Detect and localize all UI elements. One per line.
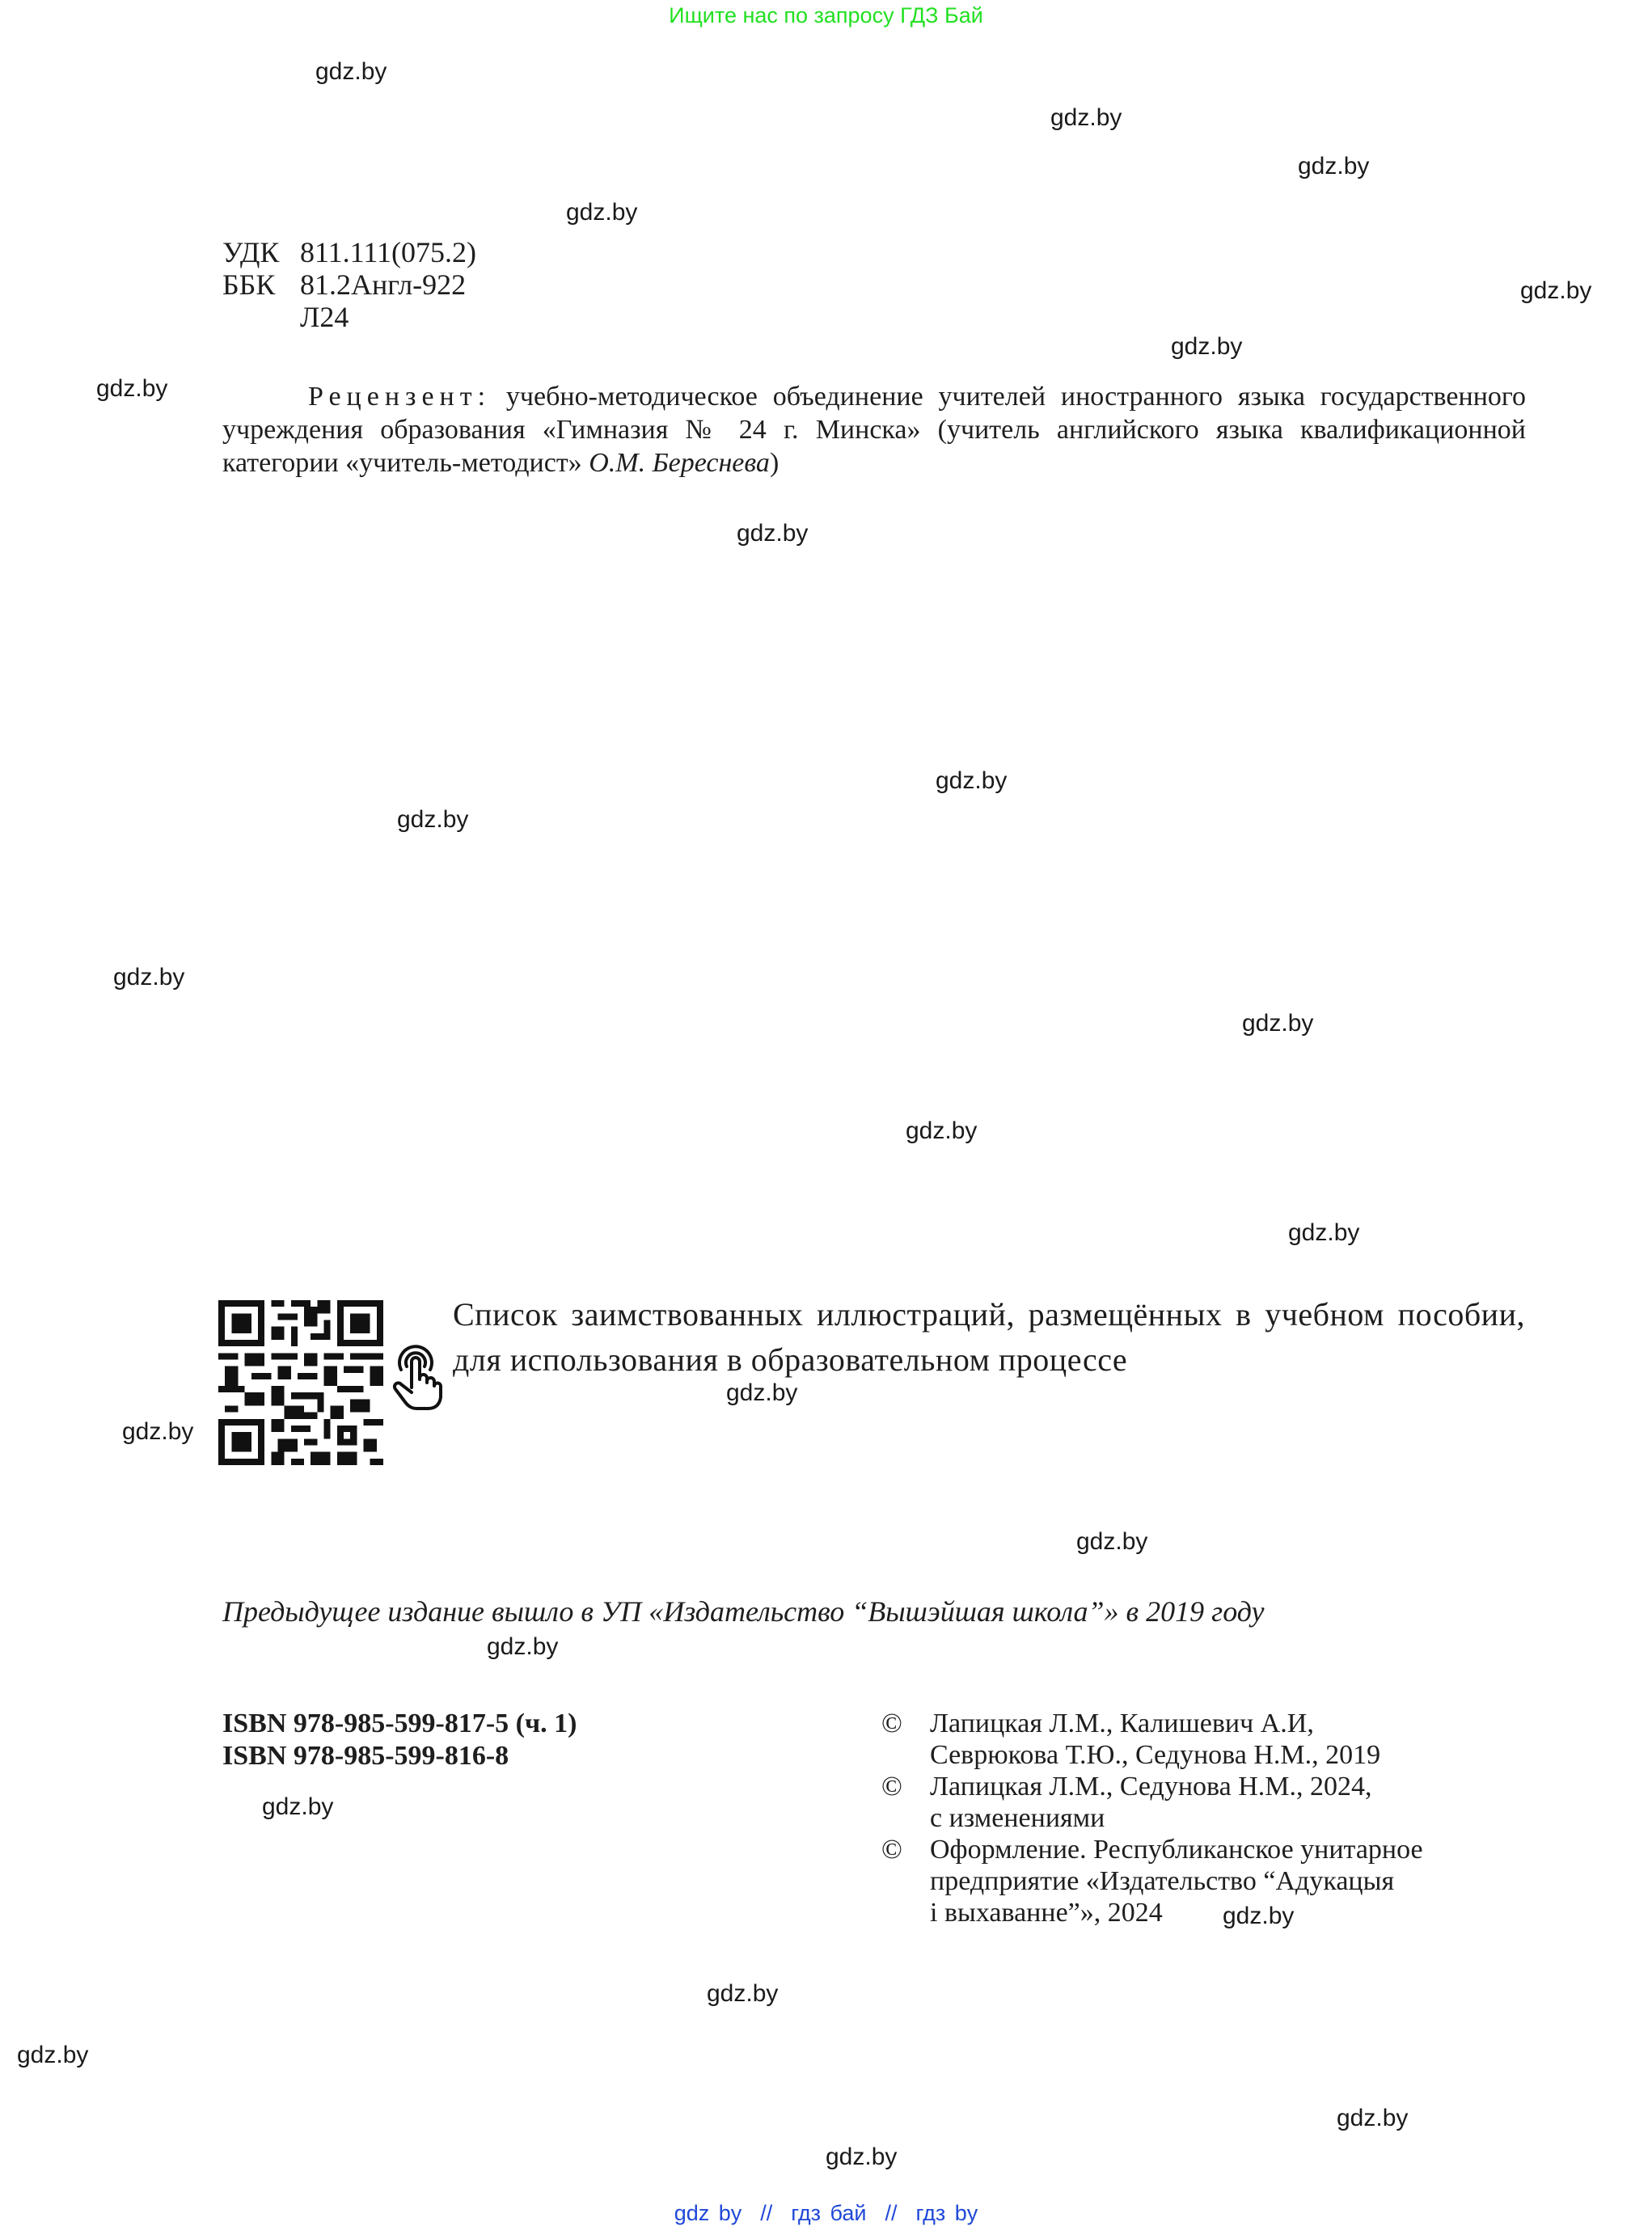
watermark-text: gdz.by: [726, 1379, 798, 1406]
watermark-text: gdz.by: [17, 2042, 89, 2068]
copyright-line: Севрюкова Т.Ю., Седунова Н.М., 2019: [930, 1740, 1381, 1770]
reviewer-close: ): [769, 448, 780, 478]
watermark-text: gdz.by: [113, 964, 185, 991]
watermark-text: gdz.by: [707, 1980, 779, 2007]
watermark-text: gdz.by: [262, 1793, 334, 1820]
watermark-text: gdz.by: [566, 199, 638, 226]
copyright-line: Лапицкая Л.М., Калишевич А.И,: [930, 1709, 1314, 1738]
reviewer-name: О.М. Береснева: [589, 448, 770, 478]
illustrations-link[interactable]: Список заимствованных иллюстраций, размещённых в учебном пособии, для использования в образовательном процессе: [453, 1296, 1525, 1378]
copyright-line: і выхаванне”», 2024: [930, 1898, 1163, 1928]
watermark-text: gdz.by: [122, 1418, 194, 1445]
watermark-text: gdz.by: [1298, 153, 1370, 180]
watermark-text: gdz.by: [906, 1117, 978, 1144]
previous-edition-note: Предыдущее издание вышло в УП «Издательство “Вышэйшая школа”» в 2019 году: [222, 1595, 1265, 1628]
copyright-symbol: ©: [881, 1772, 902, 1801]
reviewer-label: Рецензент:: [308, 382, 492, 412]
top-banner: Ищите нас по запросу ГДЗ Бай: [669, 3, 983, 27]
reviewer-text: учебно-методическое объединение учителей иностранного языка государственного учреждения образования «Гимназия № 24 г. Минска» (учитель английского языка квалификационной категории «учитель-методист»: [222, 382, 1526, 478]
hand-tap-icon: [391, 1342, 444, 1412]
udk-label: УДК: [222, 236, 280, 268]
watermark-text: gdz.by: [737, 520, 809, 547]
copyright-item: [881, 1708, 1423, 1771]
watermark-text: gdz.by: [1076, 1528, 1148, 1555]
qr-code-icon[interactable]: [218, 1300, 383, 1465]
isbn-set: ISBN 978-985-599-816-8: [222, 1741, 509, 1771]
watermark-text: gdz.by: [315, 58, 387, 85]
watermark-text: gdz.by: [936, 767, 1008, 794]
isbn-part: ISBN 978-985-599-817-5 (ч. 1): [222, 1709, 577, 1738]
watermark-text: gdz.by: [1223, 1903, 1295, 1929]
udk-value: 811.111(075.2): [300, 236, 476, 268]
watermark-text: gdz.by: [1288, 1219, 1360, 1246]
copyright-line: предприятие «Издательство “Адукацыя: [930, 1866, 1395, 1896]
copyright-symbol: ©: [881, 1709, 902, 1738]
bbk-value: 81.2Англ-922: [300, 268, 467, 301]
copyright-item: [881, 1834, 1423, 1928]
copyright-line: Лапицкая Л.М., Седунова Н.М., 2024,: [930, 1772, 1372, 1801]
watermark-text: gdz.by: [1171, 333, 1243, 360]
copyright-symbol: ©: [881, 1835, 902, 1865]
footer-links[interactable]: gdz by // гдз бай // гдз by: [674, 2201, 978, 2225]
copyright-block: [881, 1708, 1423, 1928]
watermark-text: gdz.by: [487, 1633, 559, 1660]
copyright-line: Оформление. Республиканское унитарное: [930, 1835, 1423, 1865]
classification-block: [222, 236, 476, 333]
watermark-text: gdz.by: [1242, 1010, 1314, 1037]
watermark-text: gdz.by: [1050, 104, 1122, 131]
watermark-text: gdz.by: [826, 2144, 898, 2170]
watermark-text: gdz.by: [96, 375, 168, 402]
reviewer-paragraph: [222, 380, 1526, 479]
isbn-block: [222, 1708, 577, 1772]
bbk-label: ББК: [222, 268, 276, 301]
watermark-text: gdz.by: [1520, 277, 1592, 304]
author-mark: Л24: [300, 301, 349, 333]
watermark-text: gdz.by: [1337, 2105, 1409, 2131]
copyright-item: [881, 1771, 1423, 1834]
copyright-line: с изменениями: [930, 1803, 1105, 1833]
watermark-text: gdz.by: [397, 806, 469, 833]
